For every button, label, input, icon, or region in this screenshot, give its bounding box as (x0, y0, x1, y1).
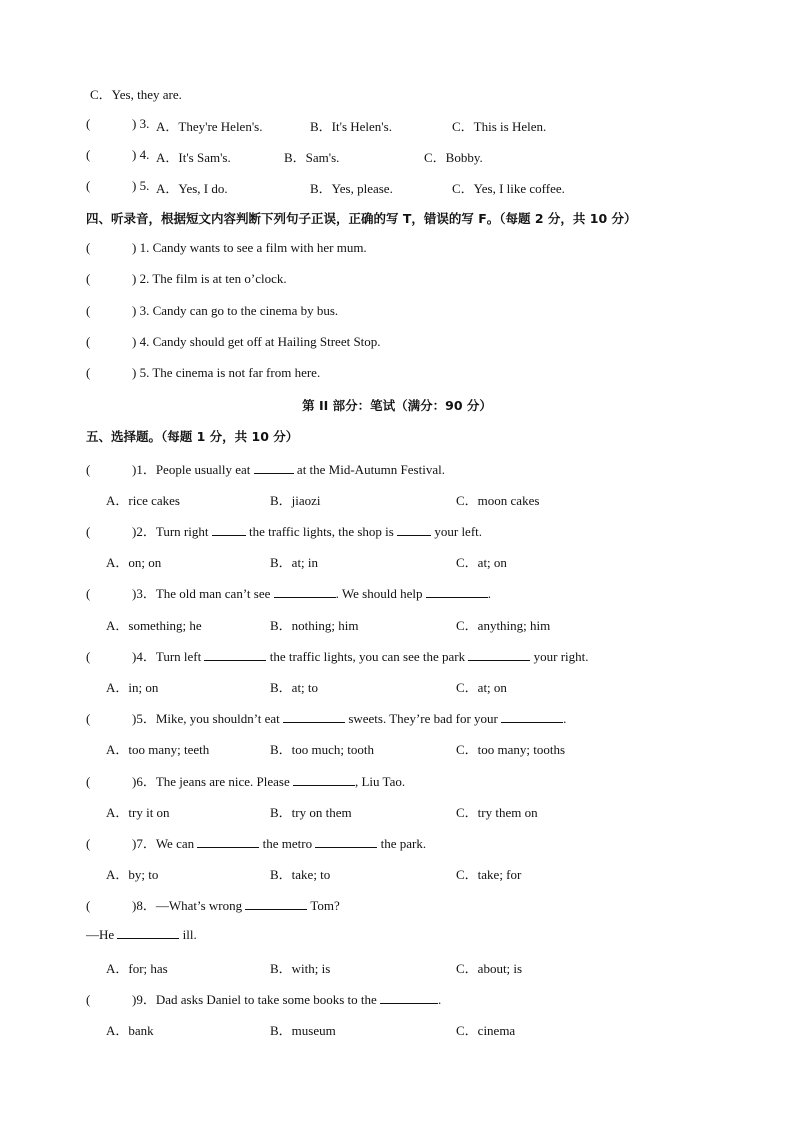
mc-question-8-line-2: —He ill. (86, 927, 197, 942)
option-c[interactable]: C．try them on (456, 805, 538, 820)
section-5-title: 五、选择题。（每题 1 分，共 10 分） (86, 429, 299, 444)
option-c[interactable]: C．moon cakes (456, 493, 540, 508)
tf-item-1: ( ) 1. Candy wants to see a film with her mum. (86, 240, 367, 255)
answer-paren[interactable]: ( (86, 586, 91, 601)
mc-question-2: ( )2．Turn right the traffic lights, the shop is your left. (86, 524, 483, 539)
section-4-title: 四、听录音，根据短文内容判断下列句子正误，正确的写 T，错误的写 F。（每题 2 分，共 10 分） (86, 211, 637, 226)
option-a[interactable]: A．bank (106, 1023, 154, 1038)
option-b[interactable]: B．Yes, please. (310, 181, 393, 196)
option-a[interactable]: A．It's Sam's. (156, 150, 231, 165)
option-c[interactable]: C．Bobby. (424, 150, 483, 165)
listen-question-3: ( ) 3. A．They're Helen's. B．It's Helen's. C．This is Helen. (86, 116, 547, 134)
fill-blank (426, 586, 488, 598)
fill-blank (204, 649, 266, 661)
mc-question-3: ( )3．The old man can’t see . We should help . (86, 586, 491, 601)
listen-question-4: ( ) 4. A．It's Sam's. B．Sam's. C．Bobby. (86, 147, 483, 165)
fill-blank (212, 524, 246, 536)
option-c[interactable]: C．about; is (456, 961, 523, 976)
answer-paren[interactable]: ( (86, 524, 91, 539)
fill-blank (254, 462, 294, 474)
fill-blank (293, 774, 355, 786)
fill-blank (283, 711, 345, 723)
mc-question-5: ( )5．Mike, you shouldn’t eat sweets. They’re bad for your . (86, 711, 567, 726)
answer-paren[interactable]: ( (86, 303, 91, 318)
option-a[interactable]: A．something; he (106, 618, 202, 633)
option-a[interactable]: A．rice cakes (106, 493, 180, 508)
answer-paren[interactable]: ( (86, 334, 91, 349)
option-b[interactable]: B．too much; tooth (270, 742, 375, 757)
tf-item-4: ( ) 4. Candy should get off at Hailing Street Stop. (86, 334, 381, 349)
option-b[interactable]: B．museum (270, 1023, 336, 1038)
mc-question-7: ( )7．We can the metro the park. (86, 836, 427, 851)
option-b[interactable]: B．with; is (270, 961, 331, 976)
option-c[interactable]: C．too many; tooths (456, 742, 566, 757)
option-c[interactable]: C．cinema (456, 1023, 516, 1038)
option-b[interactable]: B．jiaozi (270, 493, 321, 508)
option-c[interactable]: C．This is Helen. (452, 119, 547, 134)
option-a[interactable]: A．Yes, I do. (156, 181, 228, 196)
fill-blank (245, 898, 307, 910)
mc-question-1: ( )1．People usually eat at the Mid-Autumn Festival. (86, 462, 445, 477)
answer-paren[interactable]: ( (86, 774, 91, 789)
option-c[interactable]: C．anything; him (456, 618, 551, 633)
option-a[interactable]: A．in; on (106, 680, 159, 695)
part-2-title: 第 II 部分：笔试（满分：90 分） (302, 398, 492, 413)
answer-paren[interactable]: ( (86, 898, 91, 913)
fill-blank (380, 992, 438, 1004)
answer-paren[interactable]: ( (86, 992, 91, 1007)
listen-question-5: ( ) 5. A．Yes, I do. B．Yes, please. C．Yes, I like coffee. (86, 178, 565, 196)
answer-paren[interactable]: ( (86, 147, 91, 162)
option-a[interactable]: A．try it on (106, 805, 170, 820)
option-c[interactable]: C．at; on (456, 680, 507, 695)
fill-blank (197, 836, 259, 848)
option-b[interactable]: B．try on them (270, 805, 352, 820)
tf-item-2: ( ) 2. The film is at ten o’clock. (86, 271, 287, 286)
fill-blank (501, 711, 563, 723)
fill-blank (397, 524, 431, 536)
answer-paren[interactable]: ( (86, 836, 91, 851)
mc-question-4: ( )4．Turn left the traffic lights, you can see the park your right. (86, 649, 589, 664)
answer-paren[interactable]: ( (86, 711, 91, 726)
option-b[interactable]: B．Sam's. (284, 150, 340, 165)
option-b[interactable]: B．take; to (270, 867, 331, 882)
prev-option-c: C．Yes, they are. (90, 87, 182, 102)
fill-blank (117, 927, 179, 939)
answer-paren[interactable]: ( (86, 649, 91, 664)
answer-paren[interactable]: ( (86, 116, 91, 131)
option-a[interactable]: A．on; on (106, 555, 162, 570)
mc-question-9: ( )9．Dad asks Daniel to take some books to the . (86, 992, 442, 1007)
answer-paren[interactable]: ( (86, 271, 91, 286)
mc-question-8: ( )8．—What’s wrong Tom? (86, 898, 340, 913)
answer-paren[interactable]: ( (86, 178, 91, 193)
answer-paren[interactable]: ( (86, 365, 91, 380)
option-c[interactable]: C．Yes, I like coffee. (452, 181, 565, 196)
option-b[interactable]: B．at; to (270, 680, 319, 695)
option-c[interactable]: C．take; for (456, 867, 522, 882)
option-a[interactable]: A．They're Helen's. (156, 119, 263, 134)
answer-paren[interactable]: ( (86, 240, 91, 255)
fill-blank (315, 836, 377, 848)
fill-blank (468, 649, 530, 661)
fill-blank (274, 586, 336, 598)
option-a[interactable]: A．for; has (106, 961, 168, 976)
option-b[interactable]: B．It's Helen's. (310, 119, 392, 134)
tf-item-5: ( ) 5. The cinema is not far from here. (86, 365, 321, 380)
tf-item-3: ( ) 3. Candy can go to the cinema by bus. (86, 303, 339, 318)
option-a[interactable]: A．too many; teeth (106, 742, 210, 757)
option-c[interactable]: C．at; on (456, 555, 507, 570)
option-a[interactable]: A．by; to (106, 867, 159, 882)
mc-question-6: ( )6．The jeans are nice. Please , Liu Tao. (86, 774, 406, 789)
option-b[interactable]: B．nothing; him (270, 618, 359, 633)
answer-paren[interactable]: ( (86, 462, 91, 477)
option-b[interactable]: B．at; in (270, 555, 319, 570)
